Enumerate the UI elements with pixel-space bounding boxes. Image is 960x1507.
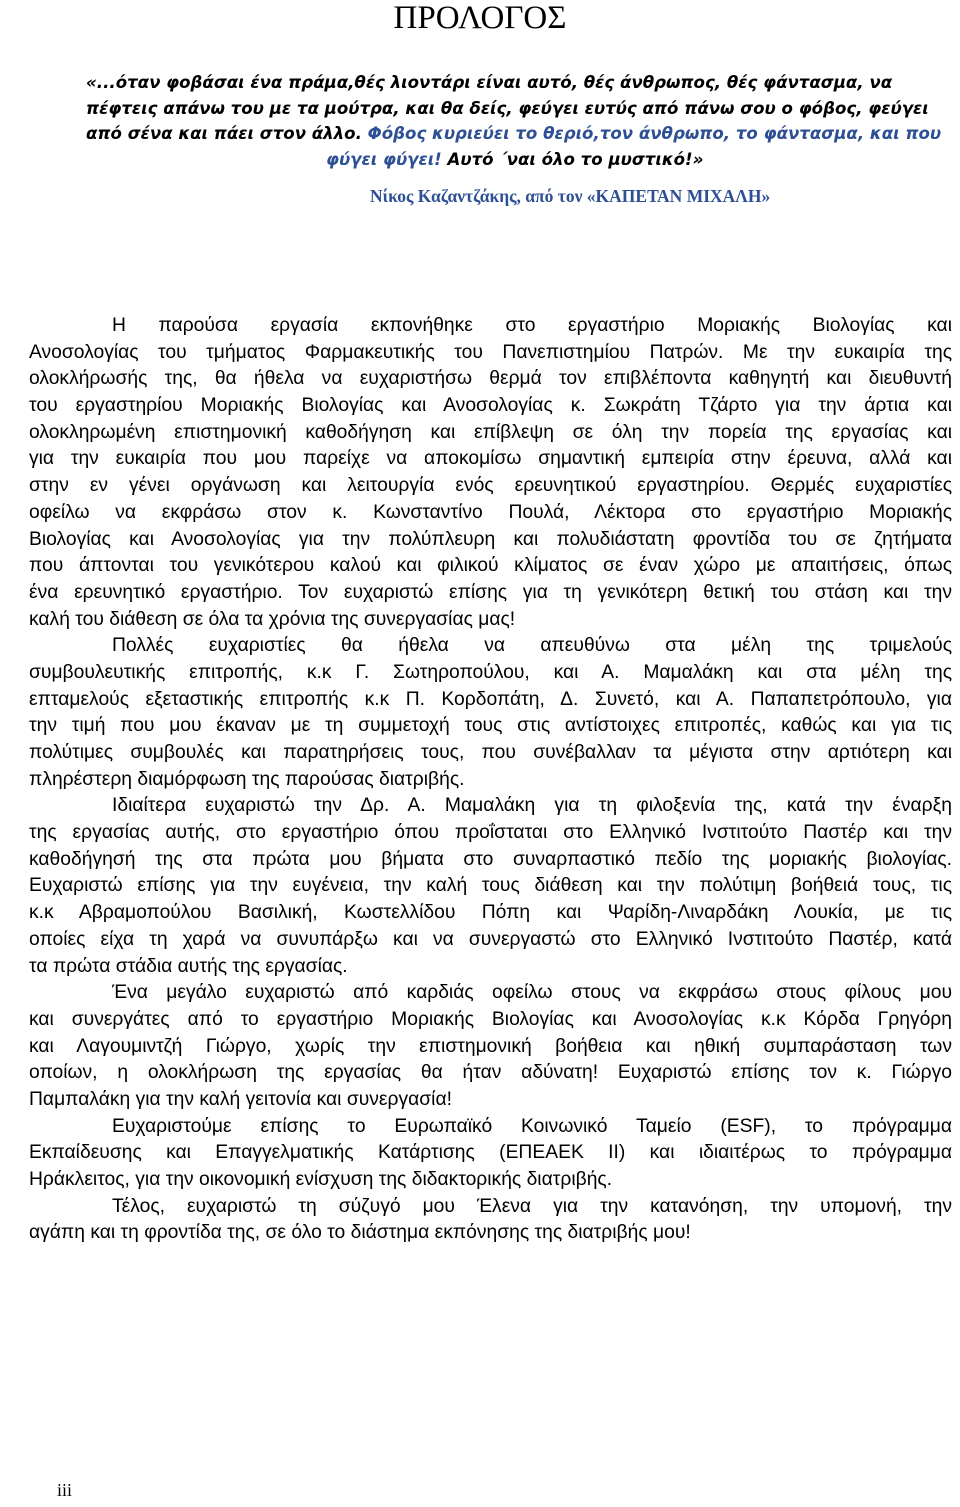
- body-line-text: πληρέστερη διαμόρφωση της παρούσας διατριβής.: [29, 768, 465, 790]
- body-line-text: ένα ερευνητικό εργαστήριο. Τον ευχαριστώ επίσης για τη γενικότερη θετική του στάση και την: [29, 581, 952, 603]
- body-line-text: που άπτονται του γενικότερου καλού και φιλικού κλίματος σε έναν χώρο με απαιτήσεις, όπως: [29, 555, 952, 577]
- body-line: [0, 1060, 960, 1087]
- body-line: [0, 767, 960, 794]
- epigraph-line: «...όταν φοβάσαι ένα πράμα,θές λιοντάρι είναι αυτό, θές άνθρωπος, θές φάντασμα, να: [86, 73, 893, 92]
- body-line: [0, 1167, 960, 1194]
- body-line-text: για την ευκαιρία που μου παρείχε να αποκομίσω σημαντική εμπειρία στην έρευνα, αλλά και: [29, 448, 952, 470]
- epigraph-line: πέφτεις απάνω του με τα μούτρα, και θα δείς, φεύγει ευτύς από πάνω σου ο φόβος, φεύγει: [86, 98, 929, 118]
- body-line-text: Τέλος, ευχαριστώ τη σύζυγό μου Έλενα για την κατανόηση, την υπομονή, την: [112, 1195, 952, 1217]
- body-line-text: Ανοσολογίας του τμήματος Φαρμακευτικής του Πανεπιστημίου Πατρών. Με την ευκαιρία της: [29, 341, 952, 363]
- body-line: [0, 1194, 960, 1221]
- body-line-text: του εργαστηρίου Μοριακής Βιολογίας και Ανοσολογίας κ. Σωκράτη Τζάρτο για την άρτια και: [29, 395, 952, 417]
- body-line-text: την τιμή που μου έκαναν με τη συμμετοχή τους στις αντίστοιχες επιτροπές, καθώς και για τις: [29, 715, 952, 737]
- body-line: [0, 313, 960, 340]
- body-line: [0, 473, 960, 500]
- body-line: [0, 820, 960, 847]
- body-line-text: Πολλές ευχαριστίες θα ήθελα να απευθύνω στα μέλη της τριμελούς: [112, 635, 952, 657]
- body-line: [0, 1007, 960, 1034]
- body-line: [0, 687, 960, 714]
- body-line-text: επταμελούς εξεταστικής επιτροπής κ.κ Π. Κορδοπάτη, Δ. Συνετό, και Α. Παπαπετρόπουλο, για: [29, 688, 952, 710]
- body-line: [0, 927, 960, 954]
- body-line-text: πολύτιμες συμβουλές και παρατηρήσεις τους, που συνέβαλλαν τα μέγιστα στην αρτιότερη και: [29, 742, 952, 763]
- body-line-text: Ευχαριστώ επίσης για την ευγένεια, την καλή τους διάθεση και την πολύτιμη βοήθειά τους, τις: [29, 875, 952, 897]
- body-line: [0, 793, 960, 820]
- body-line: [0, 420, 960, 447]
- body-line: [0, 366, 960, 393]
- body-line-text: Ιδιαίτερα ευχαριστώ την Δρ. Α. Μαμαλάκη για τη φιλοξενία της, κατά την έναρξη: [112, 795, 952, 817]
- body-line: [0, 740, 960, 767]
- body-line: [0, 1087, 960, 1114]
- body-line-text: καθοδήγησή της στα πρώτα μου βήματα στο συναρπαστικό πεδίο της μοριακής βιολογίας.: [29, 848, 952, 870]
- body-line-text: Εκπαίδευσης και Επαγγελματικής Κατάρτισης (ΕΠΕΑΕΚ ΙΙ) και ιδιαιτέρως το πρόγραμμα: [29, 1142, 952, 1164]
- body-line: [0, 340, 960, 367]
- body-line: [0, 847, 960, 874]
- body-line: [0, 527, 960, 554]
- body-line: [0, 954, 960, 981]
- body-line-text: οποίων, η ολοκλήρωση της εργασίας θα ήταν αδύνατη! Ευχαριστώ επίσης τον κ. Γιώργο: [29, 1062, 952, 1084]
- body-line-text: Παμπαλάκη για την καλή γειτονία και συνεργασία!: [29, 1088, 452, 1110]
- body-line-text: στην εν γένει οργάνωση και λειτουργία ενός ερευνητικού εργαστηρίου. Θερμές ευχαριστίες: [29, 475, 952, 497]
- body-line-text: Ευχαριστούμε επίσης το Ευρωπαϊκό Κοινωνικό Ταμείο (ESF), το πρόγραμμα: [112, 1115, 952, 1137]
- body-line: [0, 1114, 960, 1141]
- body-line-text: της εργασίας αυτής, στο εργαστήριο όπου προΐσταται στο Ελληνικό Ινστιτούτο Παστέρ και την: [29, 822, 952, 844]
- body-line: [0, 633, 960, 660]
- body-line-text: Ένα μεγάλο ευχαριστώ από καρδιάς οφείλω στους να εκφράσω στους φίλους μου: [112, 982, 952, 1004]
- body-line-text: αγάπη και τη φροντίδα της, σε όλο το διάστημα εκπόνησης της διατριβής μου!: [29, 1222, 691, 1244]
- epigraph-segment-highlight: Φόβος κυριεύει το θεριό,τον άνθρωπο, το φάντασμα, και που: [367, 124, 942, 144]
- body-line-text: οποίες είχα τη χαρά να συνυπάρξω και να συνεργαστώ στο Ελληνικό Ινστιτούτο Παστέρ, κατά: [29, 928, 952, 950]
- body-line: [0, 660, 960, 687]
- body-line: [0, 1140, 960, 1167]
- body-line-text: συμβουλευτικής επιτροπής, κ.κ Γ. Σωτηροπούλου, και Α. Μαμαλάκη και στα μέλη της: [29, 661, 952, 683]
- epigraph-line: [86, 121, 952, 147]
- body-line-text: και Λαγουμιντζή Γιώργο, χωρίς την επιστημονική βοήθεια και ηθική συμπαράσταση των: [29, 1035, 952, 1057]
- body-line-text: και συνεργάτες από το εργαστήριο Μοριακής Βιολογίας και Ανοσολογίας κ.κ Κόρδα Γρηγόρη: [29, 1008, 952, 1030]
- body-line: [0, 980, 960, 1007]
- body-line-text: Βιολογίας και Ανοσολογίας για την πολύπλευρη και πολυδιάστατη φροντίδα του σε ζητήματα: [29, 528, 952, 550]
- body-line: [0, 393, 960, 420]
- body-line: [0, 873, 960, 900]
- epigraph-segment: Αυτό ΄ναι όλο το μυστικό!»: [447, 149, 704, 169]
- body-line-text: κ.κ Αβραμοπούλου Βασιλική, Κωστελλίδου Πόπη και Ψαρίδη-Λιναρδάκη Λουκία, με τις: [29, 902, 952, 924]
- body-line: [0, 1220, 960, 1247]
- body-line-text: ολοκλήρωσής της, θα ήθελα να ευχαριστήσω θερμά τον επιβλέποντα καθηγητή και διευθυντή: [29, 368, 952, 390]
- epigraph-line: [86, 147, 952, 173]
- body-line-text: οφείλω να εκφράσω στον κ. Κωνσταντίνο Πουλά, Λέκτορα στο εργαστήριο Μοριακής: [29, 501, 952, 523]
- page-title: ΠΡΟΛΟΓΟΣ: [393, 0, 567, 36]
- body-line-text: Η παρούσα εργασία εκπονήθηκε στο εργαστήριο Μοριακής Βιολογίας και: [112, 315, 952, 336]
- page-number: iii: [57, 1480, 73, 1500]
- body-line: [0, 553, 960, 580]
- body-line: [0, 446, 960, 473]
- body-line-text: τα πρώτα στάδια αυτής της εργασίας.: [29, 955, 348, 977]
- body-line: [0, 1034, 960, 1061]
- quote-attribution: Νίκος Καζαντζάκης, από τον «ΚΑΠΕΤΑΝ ΜΙΧΑΛΗ»: [370, 186, 771, 206]
- body-line: [0, 607, 960, 634]
- body-line: [0, 580, 960, 607]
- body-line: [0, 900, 960, 927]
- epigraph-segment: από σένα και πάει στον άλλο.: [86, 124, 368, 144]
- body-line-text: ολοκληρωμένη επιστημονική καθοδήγηση και επίβλεψη σε όλη την πορεία της εργασίας και: [29, 421, 952, 443]
- body-line: [0, 500, 960, 527]
- acknowledgements-body: [0, 313, 960, 1247]
- body-line-text: καλή του διάθεση σε όλα τα χρόνια της συνεργασίας μας!: [29, 608, 516, 630]
- epigraph-segment-highlight: φύγει φύγει!: [326, 149, 448, 169]
- body-line-text: Ηράκλειτος, για την οικονομική ενίσχυση της διδακτορικής διατριβής.: [29, 1169, 613, 1190]
- epigraph-quote: [86, 70, 952, 172]
- body-line: [0, 713, 960, 740]
